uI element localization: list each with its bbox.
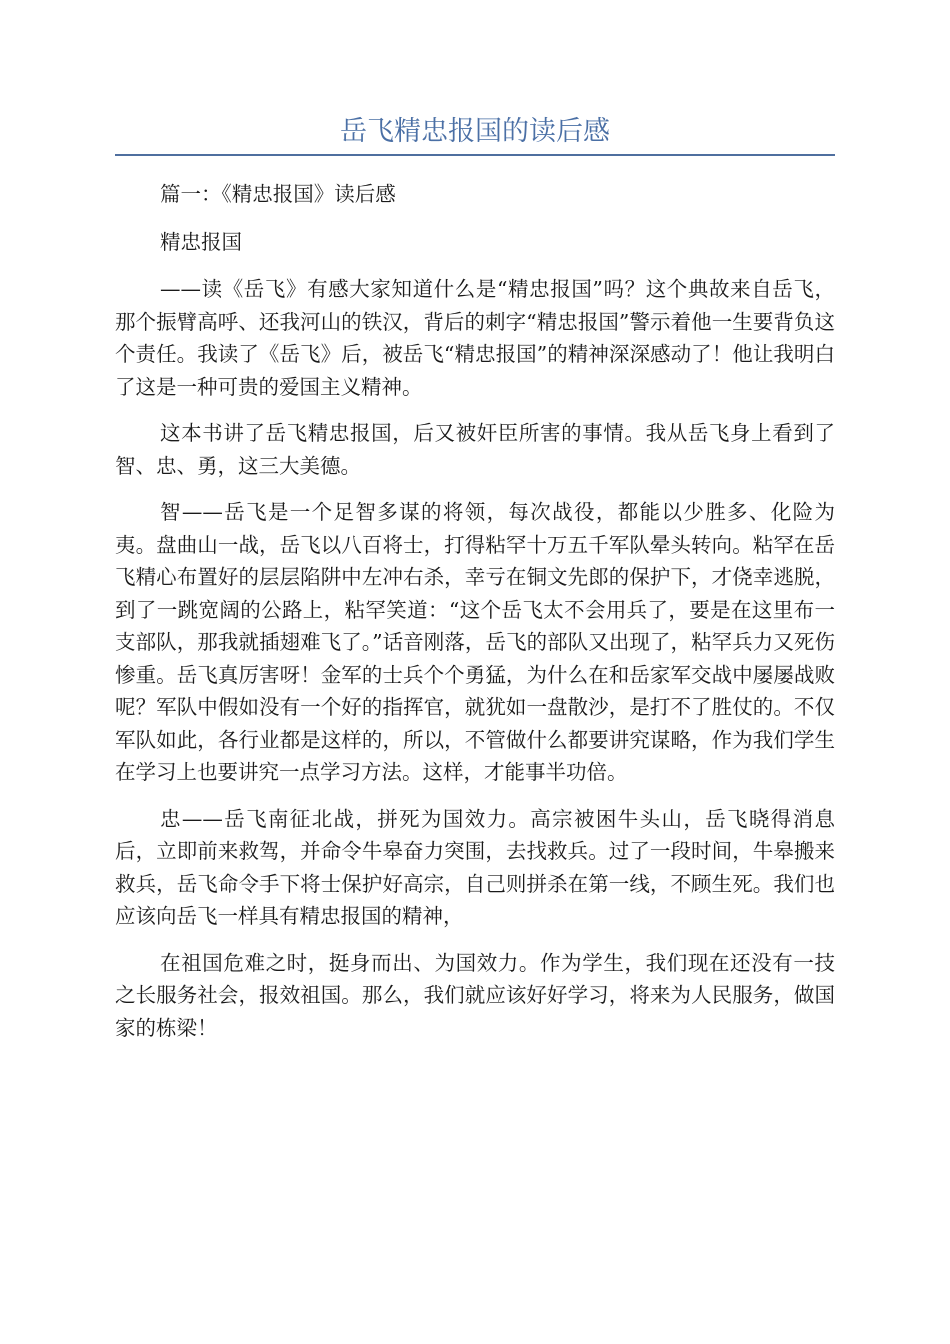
paragraph-conclusion: 在祖国危难之时，挺身而出、为国效力。作为学生，我们现在还没有一技之长服务社会，报效祖国。那么，我们就应该好好学习，将来为人民服务，做国家的栋梁！ [115, 950, 835, 1040]
section-heading: 篇一：《精忠报国》读后感 [160, 182, 396, 206]
paragraph-summary: 这本书讲了岳飞精忠报国，后又被奸臣所害的事情。我从岳飞身上看到了智、忠、勇，这三大美德。 [115, 421, 835, 478]
title-underline [115, 154, 835, 156]
subheading: 精忠报国 [160, 229, 242, 254]
document-title: 岳飞精忠报国的读后感 [340, 116, 610, 147]
paragraph-wisdom: 智——岳飞是一个足智多谋的将领，每次战役，都能以少胜多、化险为夷。盘曲山一战，岳飞以八百将士，打得粘罕十万五千军队晕头转向。粘罕在岳飞精心布置好的层层陷阱中左冲右杀，幸亏在铜文先郎的保护下，才侥幸逃脱，到了一跳宽阔的公路上，粘罕笑道：“这个岳飞太不会用兵了，要是在这里布一支部队，那我就插翅难飞了。”话音刚落，岳飞的部队又出现了，粘罕兵力又死伤惨重。岳飞真厉害呀！金军的士兵个个勇猛，为什么在和岳家军交战中屡屡战败呢？军队中假如没有一个好的指挥官，就犹如一盘散沙，是打不了胜仗的。不仅军队如此，各行业都是这样的，所以，不管做什么都要讲究谋略，作为我们学生在学习上也要讲究一点学习方法。这样，才能事半功倍。 [115, 500, 835, 784]
paragraph-loyalty: 忠——岳飞南征北战，拼死为国效力。高宗被困牛头山，岳飞晓得消息后，立即前来救驾，并命令牛皋奋力突围，去找救兵。过了一段时间，牛皋搬来救兵，岳飞命令手下将士保护好高宗，自己则拼杀在第一线，不顾生死。我们也应该向岳飞一样具有精忠报国的精神， [115, 806, 835, 928]
paragraph-intro: ——读《岳飞》有感大家知道什么是“精忠报国”吗？这个典故来自岳飞，那个振臂高呼、还我河山的铁汉，背后的刺字“精忠报国”警示着他一生要背负这个责任。我读了《岳飞》后，被岳飞“精忠报国”的精神深深感动了！他让我明白了这是一种可贵的爱国主义精神。 [115, 277, 835, 399]
document-body [115, 178, 835, 1058]
